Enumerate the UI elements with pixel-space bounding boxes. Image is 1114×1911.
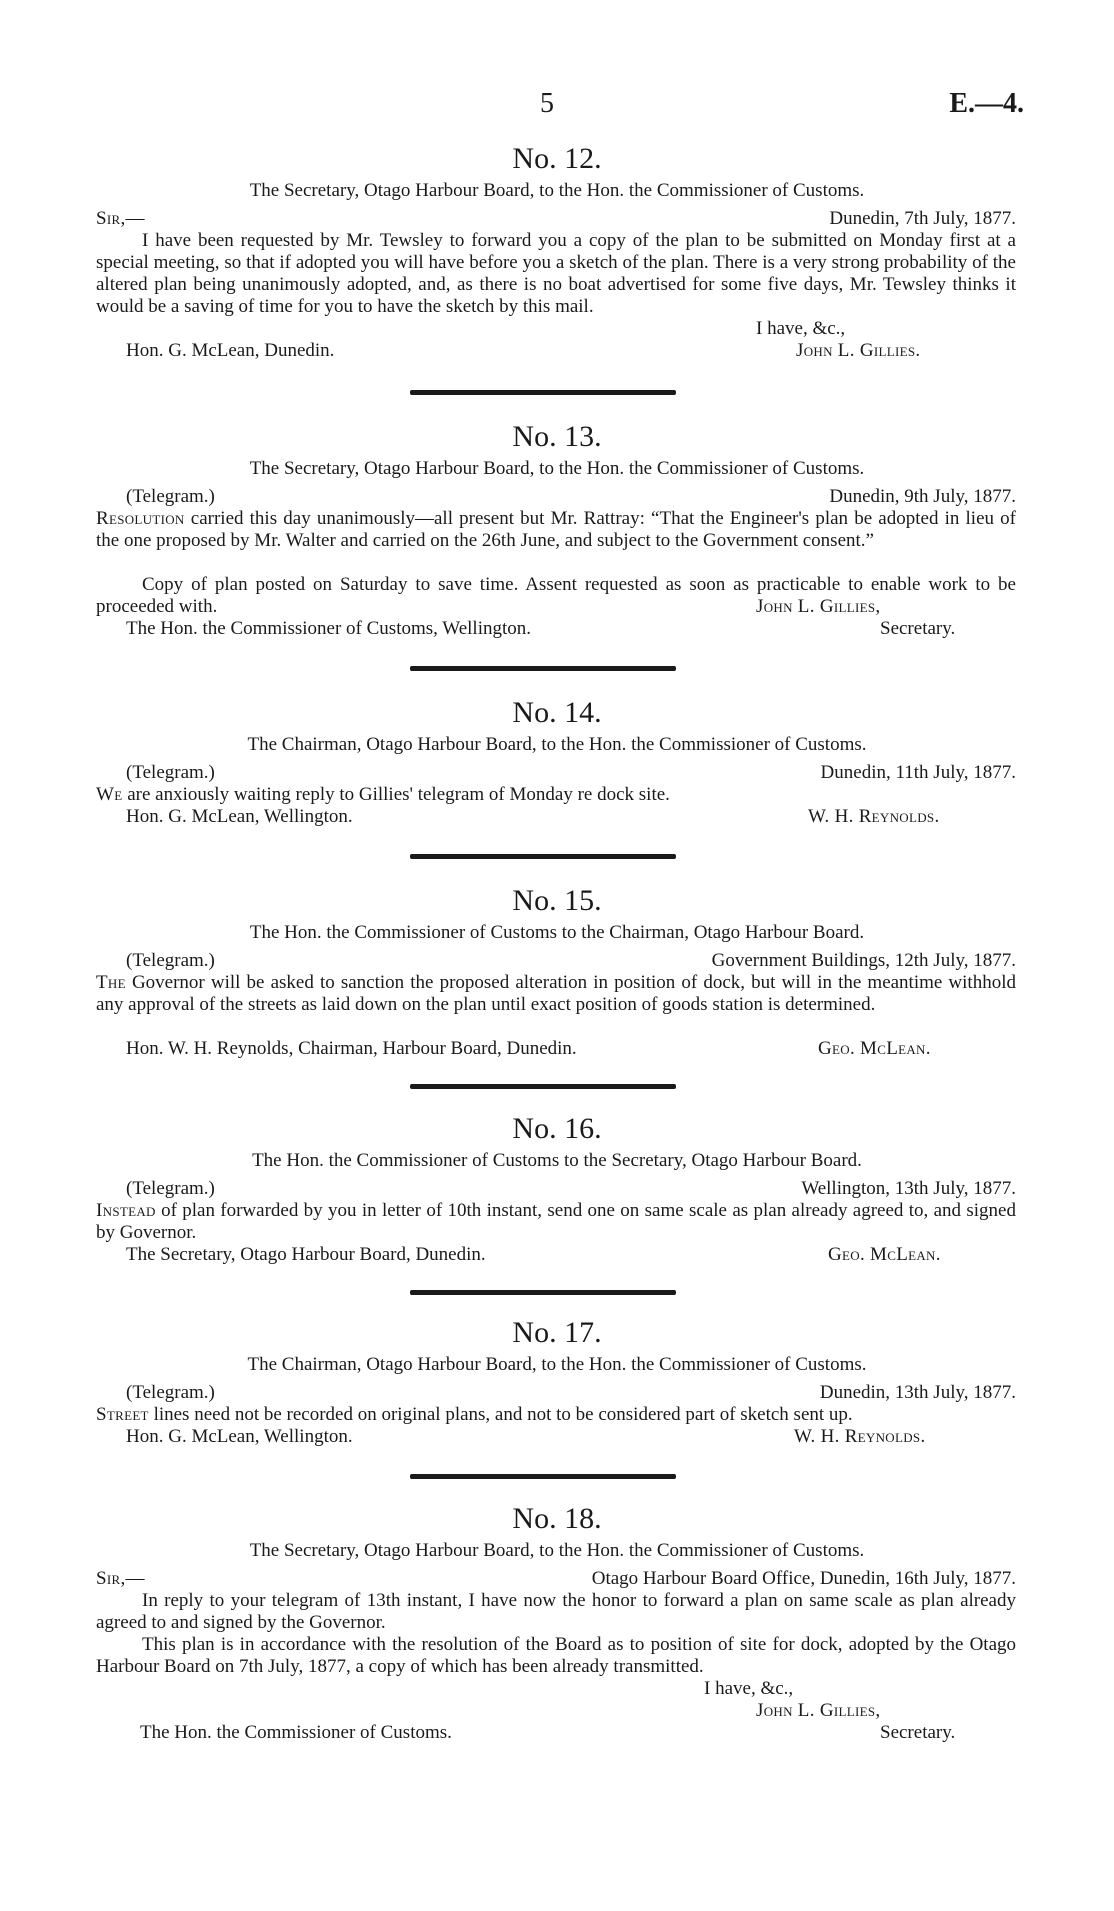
letter-body-14 [96, 784, 1016, 806]
title-18: Secretary. [880, 1722, 956, 1743]
place-date-15: Government Buildings, 12th July, 1877. [711, 950, 1016, 971]
letter-heading-18: The Secretary, Otago Harbour Board, to the Hon. the Commissioner of Customs. [249, 1540, 865, 1561]
letter-heading-16: The Hon. the Commissioner of Customs to the Secretary, Otago Harbour Board. [252, 1150, 862, 1171]
place-date-18: Otago Harbour Board Office, Dunedin, 16th July, 1877. [591, 1568, 1016, 1589]
letter-body2-18: This plan is in accordance with the resolution of the Board as to position of site for dock, adopted by the Otago Harbour Board on 7th July, 1877, a copy of which has been already transmitted. [96, 1634, 1016, 1677]
letter-body2-13: Copy of plan posted on Saturday to save time. Assent requested as soon as practicable to enable work to be proceeded with. [96, 574, 1016, 617]
letter-body-15 [96, 972, 1016, 1016]
telegram-label-16: (Telegram.) [126, 1178, 215, 1199]
body-lead-16: Instead [96, 1200, 156, 1221]
place-date-14: Dunedin, 11th July, 1877. [820, 762, 1016, 783]
letter-number-17: No. 17. [512, 1316, 602, 1349]
letter-heading-13: The Secretary, Otago Harbour Board, to the Hon. the Commissioner of Customs. [249, 458, 865, 479]
signature-12: John L. Gillies. [796, 340, 921, 361]
closing-18: I have, &c., [704, 1678, 794, 1699]
closing-12: I have, &c., [756, 318, 846, 339]
letter-heading-12: The Secretary, Otago Harbour Board, to the Hon. the Commissioner of Customs. [249, 180, 865, 201]
body-text-13: carried this day unanimously—all present but Mr. Rattray: “That the Engineer's plan be adopted in lieu of the one proposed by Mr. Walter and carried on the 26th June, and subject to the Government consent.” [96, 508, 1016, 551]
section-divider [410, 666, 676, 671]
letter-number-18: No. 18. [512, 1502, 602, 1535]
addressee-16: The Secretary, Otago Harbour Board, Dunedin. [126, 1244, 486, 1265]
signature-18: John L. Gillies, [756, 1700, 881, 1721]
section-divider [410, 1474, 676, 1479]
body-lead-14: We [96, 784, 123, 805]
body-text-15: Governor will be asked to sanction the proposed alteration in position of dock, but will in the meantime withhold any approval of the streets as laid down on the plan until exact position of goods station is determined. [96, 972, 1016, 1015]
telegram-label-17: (Telegram.) [126, 1382, 215, 1403]
document-reference: E.—4. [949, 88, 1024, 119]
place-date-13: Dunedin, 9th July, 1877. [829, 486, 1016, 507]
body-text-14: are anxiously waiting reply to Gillies' telegram of Monday re dock site. [127, 784, 670, 805]
letter-body-16 [96, 1200, 1016, 1244]
section-divider [410, 1290, 676, 1295]
addressee-13: The Hon. the Commissioner of Customs, Wellington. [126, 618, 532, 639]
section-divider [410, 854, 676, 859]
place-date-12: Dunedin, 7th July, 1877. [829, 208, 1016, 229]
letter-body-18: In reply to your telegram of 13th instant, I have now the honor to forward a plan on same scale as plan already agreed to and signed by the Governor. [96, 1590, 1016, 1633]
telegram-label-15: (Telegram.) [126, 950, 215, 971]
body-lead-15: The [96, 972, 126, 993]
signature-16: Geo. McLean. [828, 1244, 941, 1265]
letter-number-15: No. 15. [512, 884, 602, 917]
letter-heading-15: The Hon. the Commissioner of Customs to the Chairman, Otago Harbour Board. [249, 922, 865, 943]
place-date-16: Wellington, 13th July, 1877. [801, 1178, 1016, 1199]
letter-number-16: No. 16. [512, 1112, 602, 1145]
addressee-12: Hon. G. McLean, Dunedin. [126, 340, 335, 361]
body-text-17: lines need not be recorded on original plans, and not to be considered part of sketch sent up. [153, 1404, 853, 1425]
signature-14: W. H. Reynolds. [808, 806, 940, 827]
telegram-label-13: (Telegram.) [126, 486, 215, 507]
telegram-label-14: (Telegram.) [126, 762, 215, 783]
section-divider [410, 390, 676, 395]
addressee-14: Hon. G. McLean, Wellington. [126, 806, 353, 827]
salutation-18: Sir,— [96, 1568, 145, 1589]
addressee-17: Hon. G. McLean, Wellington. [126, 1426, 353, 1447]
body-lead-13: Resolution [96, 508, 185, 529]
letter-number-13: No. 13. [512, 420, 602, 453]
letter-body-13 [96, 508, 1016, 552]
signature-13: John L. Gillies, [756, 596, 881, 617]
letter-body-12: I have been requested by Mr. Tewsley to forward you a copy of the plan to be submitted on Monday first at a special meeting, so that if adopted you will have before you a sketch of the plan. There is a very strong probability of the altered plan being unanimously adopted, and, as there is no boat advertised for some five days, Mr. Tewsley thinks it would be a saving of time for you to have the sketch by this mail. [96, 230, 1016, 317]
letter-number-14: No. 14. [512, 696, 602, 729]
signature-17: W. H. Reynolds. [794, 1426, 926, 1447]
letter-number-12: No. 12. [512, 142, 602, 175]
letter-body-17 [96, 1404, 1016, 1426]
body-lead-17: Street [96, 1404, 149, 1425]
place-date-17: Dunedin, 13th July, 1877. [819, 1382, 1016, 1403]
title-13: Secretary. [880, 618, 956, 639]
letter-heading-17: The Chairman, Otago Harbour Board, to the Hon. the Commissioner of Customs. [247, 1354, 867, 1375]
page-number: 5 [540, 88, 554, 119]
letter-heading-14: The Chairman, Otago Harbour Board, to the Hon. the Commissioner of Customs. [247, 734, 867, 755]
signature-15: Geo. McLean. [818, 1038, 931, 1059]
addressee-18: The Hon. the Commissioner of Customs. [140, 1722, 452, 1743]
section-divider [410, 1084, 676, 1089]
body-text-16: of plan forwarded by you in letter of 10th instant, send one on same scale as plan already agreed to, and signed by Governor. [96, 1200, 1016, 1243]
addressee-15: Hon. W. H. Reynolds, Chairman, Harbour Board, Dunedin. [126, 1038, 577, 1059]
salutation-12: Sir,— [96, 208, 145, 229]
